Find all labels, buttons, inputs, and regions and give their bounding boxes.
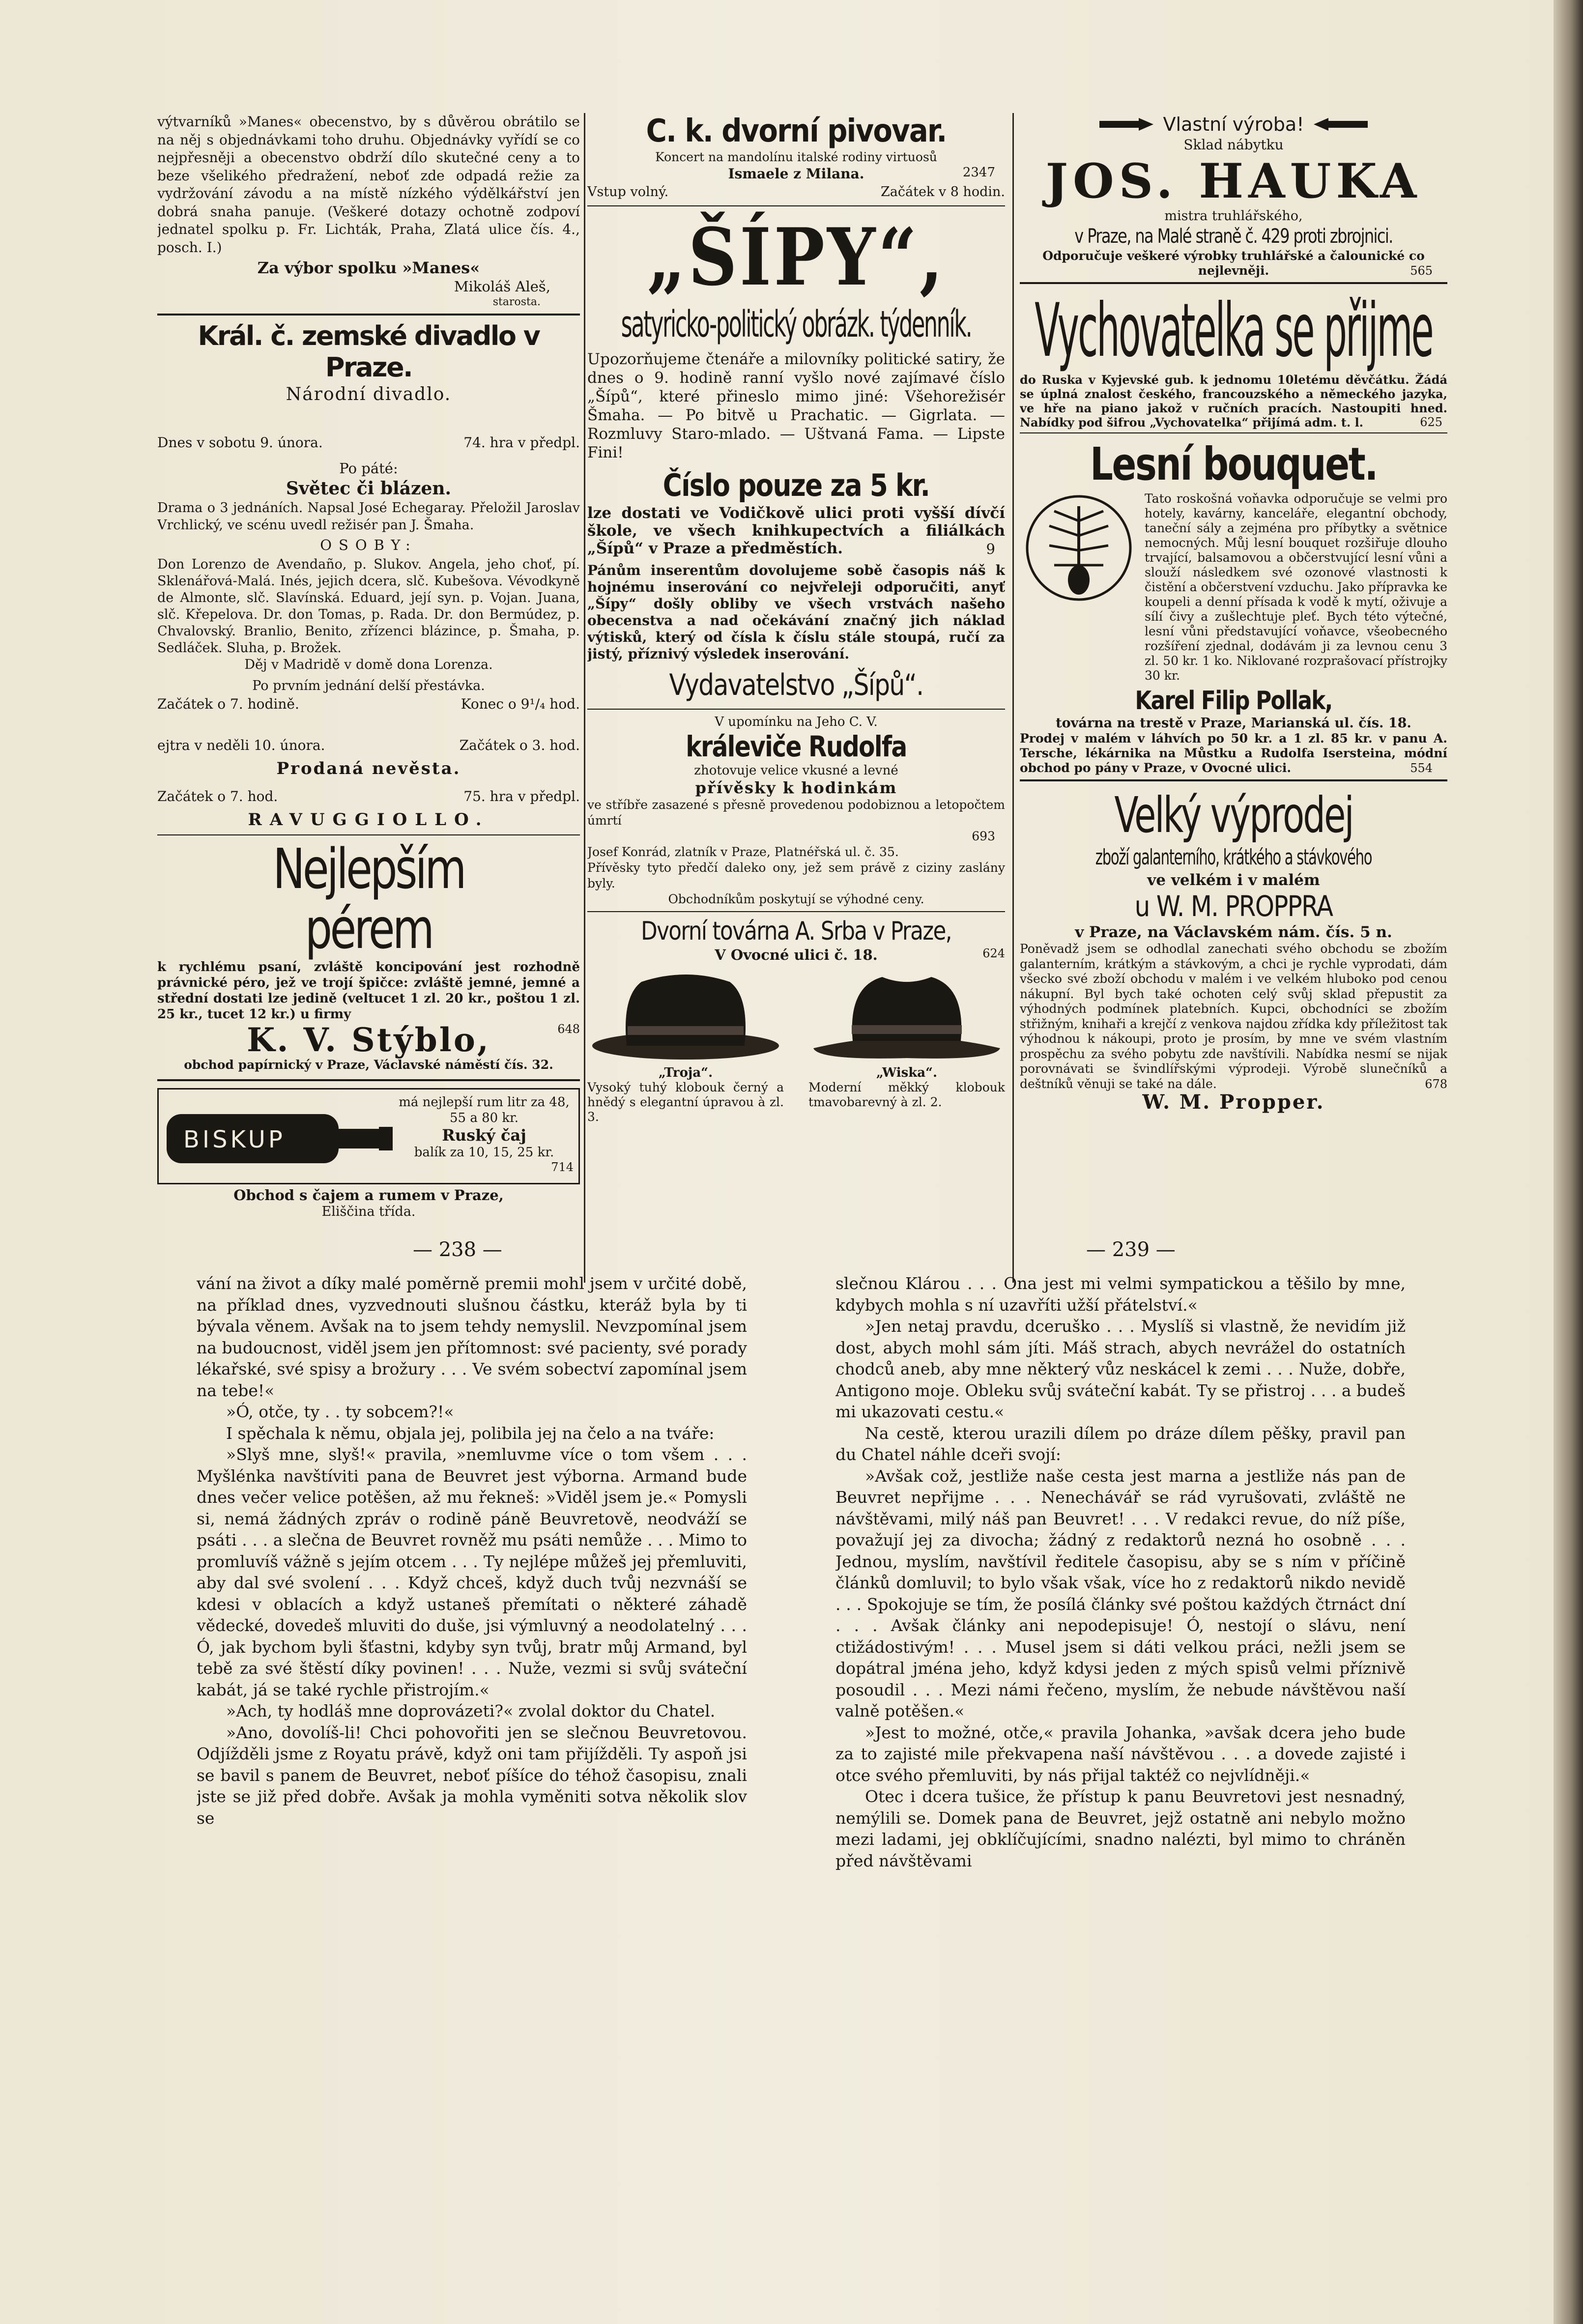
governess-text: do Ruska v Kyjevské gub. k jednomu 10letému děvčátku. Žádá se úplná znalost českého, francouzského a německého jazyka, ve hře na piano jakož v ručních pracích. Nastoupiti hned. Nabídky pod šifrou „Vychovatelka“ přijímá adm. t. l. — [1020, 373, 1447, 430]
story-paragraph: »Ach, ty hodláš mne doprovázeti?« zvolal doktor du Chatel. — [226, 1701, 716, 1721]
pen-ad-text: k rychlému psaní, zvláště koncipování jest rozhodně právnické péro, jež ve trojí špičce: zvláště jemné, jemné a střední dostati lze jedině (veltucet 1 zl. 20 kr., poštou 1 zl. 25 kr., tucet 12 kr.) u firmy — [157, 960, 580, 1022]
hat-illustrations — [587, 967, 1005, 1124]
rudolf-text-1: zhotovuje velice vkusné a levné — [694, 763, 898, 778]
pen-firm-block — [157, 1022, 580, 1058]
subscription-number: 74. hra v předpl. — [463, 434, 580, 451]
sale-signature: W. M. Propper. — [1142, 1090, 1325, 1114]
divider — [1020, 432, 1447, 433]
next-day-row — [157, 736, 580, 755]
theatre-subtitle: Národní divadlo. — [286, 384, 452, 404]
next-date: ejtra v neděli 10. února. — [157, 737, 325, 753]
story-paragraph: »Ó, otče, ty . . ty sobcem?!« — [226, 1402, 454, 1421]
sale-number: 678 — [1425, 1077, 1447, 1091]
evening-row — [157, 787, 580, 806]
story-paragraph: I spěchala k němu, objala jej, polibila jej na čelo a na tváře: — [226, 1423, 715, 1443]
pollak-number: 554 — [1410, 761, 1433, 775]
bouquet-text-lead: Tato roskošná voňavka odporučuje se velmi pro hotely, kavárny, kanceláře, elegantní obchody, taneční sály a zejména pro příbytky a světnice nemocných. Můj lesní bouquet rozšiřuje dlouho trvající, balsamovou a občerstvující lesní vůni a slouží následkem své ozonové vlastnosti k čistění a občerstvení vzduchu. Jako přípravka ke koupeli a denní přísada k vodě k mytí, oživuje a sílí čivy a zušlechtuje pleť. Bych této výtečné, lesní vůni představující voňavce, všeobecného rozšíření zjednal, dodávám ji za levnou cenu 3 zl. 50 kr. 1 ko. Niklované rozprašovací přístrojky 30 kr. — [1145, 491, 1447, 683]
column-rule — [1012, 113, 1014, 1283]
theatre-title: Král. č. zemské divadlo v Praze. — [198, 320, 540, 383]
hat-troja-text: Vysoký tuhý klobouk černý a hnědý s elegantní úpravou à zl. 3. — [587, 1080, 784, 1124]
pen-ad-title: Nejlepším pérem — [273, 837, 464, 961]
bottle-icon — [164, 1094, 395, 1178]
page-number-right: — 239 — — [1086, 1238, 1176, 1261]
sipy-subtitle: satyricko-politický obrázk. týdenník. — [621, 303, 972, 345]
page-edge — [1554, 0, 1583, 2324]
rudolf-number: 693 — [972, 829, 995, 843]
brewery-concert: Koncert na mandolínu italské rodiny virtuosů — [655, 150, 937, 164]
tea-price: balík za 10, 15, 25 kr. — [414, 1145, 554, 1160]
story-paragraph: »Slyš mne, slyš!« pravila, »nemluvme více o tom všem . . . Myšlénka navštíviti pana de Beuvret jest výborna. Armand bude dnes večer velice potěšen, až mu řekneš: »Viděl jsem je.« Pomysli si, nemá žádných zpráv o rodině páně Beuvretově, neodváží se psáti . . . a slečna de Beuvret rovněž mu psáti nemůže . . . Mimo to promluvíš vážně s jejím otcem . . . Ty nejlépe můžeš jej přemluviti, aby dal své svolení . . . Když chceš, když duch tvůj nezvnáší se kdesi v oblacích a když ustaneš přemítati o některé záhadě vědecké, dovedeš mluviti do duše, jsi výmluvný a neodolatelný . . . Ó, jak bychom byli šťastni, kdyby syn tvůj, bratr můj Armand, byl tebě za své štěstí díky povinen! . . . Nuže, vezmi si svůj sváteční kabát, já se také rychle přistrojím.« — [197, 1445, 747, 1699]
divider — [1020, 282, 1447, 284]
scene-note: Děj v Madridě v domě dona Lorenza. — [244, 657, 493, 672]
play-title: Světec či blázen. — [286, 478, 452, 499]
hauka-name: JOS. HAUKA — [1045, 153, 1422, 209]
evening-start: Začátek o 7. hod. — [157, 788, 278, 804]
sale-text: Poněvadž jsem se odhodlal zanechati svého obchodu se zbožím galanterním, krátkým a stávkovým, a chci je rychle vyprodati, dám všecko své zboží obchodu v malém i ve velkém hluboko pod cenou nákupní. Byl bych také ochoten celý svůj sklad přepustit za výhodných podmínek platebních. Kupci, obchodníci se zbožím střižným, knihaři a krejčí z venkova najdou zřídka kdy příležitost tak výhodnou k nákoupi, proto je prosím, by mne ve svém vlastním prospěchu za svého pobytu zde navštívili. Nabídka nesmí se nijak porovnávati se švindlířskými výprodeji. Výrobě slunečníků a deštníků věnuji se také na dále. — [1020, 942, 1447, 1091]
pollak-sale: Prodej v malém v láhvích po 50 kr. a 1 zl. 85 kr. v panu A. Tersche, lékárnika na Můstku a Rudolfa Isersteina, módní obchod po pány v Praze, v Ovocné ulici. — [1020, 731, 1447, 775]
manes-notice: výtvarníků »Manes« obecenstvo, by s důvěrou obrátilo se na něj s objednávkami toho druhu. Objednávky vyřídí se co nejpřesněji a obecenstvo obdrží dílo skutečné ceny a to beze všelikého předražení, neboť zde odpadá režie za vydržování závodu a na místě nízkého výdělkářství jen dobrá snaha panuje. (Veškeré dotazy ochotně zodpoví jednatel spolku p. Fr. Lichták, Praha, Zlatá ulice čís. 4., posch. I.) — [157, 114, 580, 256]
bottle-label: BISKUP — [183, 1126, 286, 1153]
story-paragraph: »Jen netaj pravdu, dceruško . . . Myslíš si vlastně, že nevidím již dost, abych mohl sám jíti. Máš strach, abych nevrážel do ostatních chodců aneb, aby mne některý vůz neskácel k zemi . . . Nuže, dobře, Antigono moje. Obleku svůj sváteční kabát. Ty se přistroj . . . a budeš mi ukazovati cestu.« — [835, 1317, 1406, 1421]
performance-date: Dnes v sobotu 9. února. — [157, 434, 323, 451]
manes-name: Mikoláš Aleš, — [454, 278, 550, 295]
column-rule — [584, 113, 585, 1283]
pointing-hand-icon — [1099, 116, 1153, 133]
rum-tea-text — [395, 1094, 574, 1178]
top-hat-icon — [587, 967, 784, 1065]
furniture-store: Sklad nábytku — [1183, 137, 1284, 153]
evening-subscription: 75. hra v předpl. — [463, 788, 580, 804]
pollak-address: továrna na trestě v Praze, Marianská ul. čís. 18. — [1056, 716, 1411, 731]
bouquet-ad — [1020, 491, 1447, 683]
hat-factory-address: V Ovocné ulici č. 18. — [715, 947, 878, 963]
brewery-name-row — [587, 165, 1005, 183]
cast-list: Don Lorenzo de Avendaño, p. Slukov. Angela, jeho choť, pí. Sklenářová-Malá. Inés, jejich dcera, slč. Kubešova. Vévodkyně de Almonte, slč. Slavínská. Eduard, její syn. p. Vojan. Juana, slč. Křepelova. Dr. don Tomas, p. Rada. Dr. don Bermúdez, p. Chvalovský. Branlio, Benito, zřízenci blázince, p. Šmaha, p. Sedláček. Sluha, p. Brožek. — [157, 557, 580, 656]
pollak-name: Karel Filip Pollak, — [1135, 686, 1332, 716]
sale-subtitle: zboží galanterního, krátkého a stávkového — [1095, 845, 1372, 870]
hat-wiska — [808, 967, 1005, 1124]
hauka-address: v Praze, na Malé straně č. 429 proti zbrojnici. — [1074, 225, 1393, 248]
column-right — [1020, 113, 1447, 1283]
story-paragraph: »Avšak což, jestliže naše cesta jest marna a jestliže nás pan de Beuvret nepřijme . . . Nenechávář se rád vyrušovati, zvláště ne návštěvami, milý náš pan Beuvret! . . . V redakci revue, do níž píše, považují jej za divocha; žádný z redaktorů nezná ho osobně . . . Jednou, myslím, navštívil ředitele časopisu, aby se s ním v příčině článků domluvil; to bylo však však, více ho z redaktorů nikdo nevidě . . . Spokojuje se tím, že posílá články své poštou každých čtrnáct dní . . . Avšak články ani nepodepisuje! Ó, nestojí o slávu, není ctižádostivým! . . . Musel jsem si dáti velkou práci, nežli jsem se dopátral jména jeho, když kdysi jeden z mých spisů velmi příznivě posoudil . . . Mezi námi řečeno, myslím, že nebude návštěvou naší valně potěšen.« — [835, 1466, 1406, 1721]
play-two-title: Prodaná nevěsta. — [276, 759, 461, 778]
story-left — [197, 1273, 747, 2315]
tea-ad-number: 714 — [551, 1160, 574, 1174]
brewery-title: C. k. dvorní pivovar. — [646, 113, 947, 149]
hat-address-row — [587, 947, 1005, 963]
publisher: Vydavatelstvo „Šípů“. — [669, 668, 923, 702]
sale-address: v Praze, na Václavském nám. čís. 5 n. — [1075, 923, 1392, 941]
story-paragraph: Otec i dcera tušice, že přístup k panu Beuvretovi jest nesnadný, nemýlili se. Domek pana de Beuvret, jejž ostatně ani nebylo možno mezi ladami, jej obklíčujícími, snadno nalézti, byl mimo to chráněn před návštěvami — [835, 1787, 1406, 1870]
manes-signature: Za výbor spolku »Manes« — [257, 258, 480, 277]
hat-troja-name: „Troja“. — [658, 1065, 713, 1080]
hat-ad-number: 624 — [982, 947, 1005, 960]
play-description: Drama o 3 jednáních. Napsal José Echegaray. Přeložil Jaroslav Vrchlický, ve scénu uvedl režisér pan J. Šmaha. — [157, 500, 580, 533]
pen-ad-number: 648 — [557, 1022, 580, 1036]
sipy-announcement: Upozorňujeme čtenáře a milovníky politické satiry, že dnes o 9. hodině ranní vyšlo nové zajímavé číslo „Šípů“, které přineslo mimo jiné: Všehorežisér Šmaha. — Po bitvě u Prachatic. — Gigrlata. — Rozmluvy Staro-mlado. — Uštvaná Fama. — Lipste Fini! — [587, 350, 1005, 461]
price-number: 9 — [986, 541, 995, 557]
rudolf-text-5: Přívěsky tyto předčí daleko ony, jež sem právě z ciziny zaslány byly. — [587, 861, 1005, 890]
rudolf-title: králeviče Rudolfa — [686, 730, 907, 763]
hauka-role: mistra truhlářského, — [1164, 208, 1303, 224]
inserent-notice: Pánům inserentům dovolujeme sobě časopis náš k hojnému inserování co nejvřeleji odporučiti, anyť „Šípy“ došly obliby ve všech vrstvách našeho obecenstva a nad očekávání značný jich náklad výtisků, který od čísla k číslu stále stoupá, ručí za jistý, příznivý výsledek inserování. — [587, 562, 1005, 662]
tea-shop: Obchod s čajem a rumem v Praze, — [233, 1187, 504, 1204]
manes-role: starosta. — [492, 296, 541, 308]
performance-row — [157, 433, 580, 452]
column-left — [157, 113, 580, 1283]
repeat-note: Po páté: — [339, 460, 398, 477]
story-right — [835, 1273, 1406, 2315]
start-time: Začátek o 7. hodině. — [157, 696, 299, 712]
story-paragraph: Na cestě, kterou urazili dílem po dráze dílem pěšky, pravil pan du Chatel náhle dceři svojí: — [835, 1423, 1406, 1464]
hauka-number: 565 — [1410, 264, 1433, 278]
price-text: lze dostati ve Vodičkově ulici proti vyšší dívčí škole, ve všech knihkupectvích a filiálkách „Šípů“ v Praze a předměstích. — [587, 504, 1005, 557]
brewery-start: Začátek v 8 hodin. — [881, 184, 1005, 200]
soft-hat-icon — [808, 967, 1005, 1065]
rudolf-memorial: V upomínku na Jeho C. V. — [715, 715, 878, 729]
pause-note: Po prvním jednání delší přestávka. — [252, 678, 485, 693]
story-paragraph: slečnou Klárou . . . Ona jest mi velmi sympatickou a těšilo by mne, kdybych mohla s ní uzavříti užší přátelství.« — [835, 1274, 1406, 1315]
divider — [157, 1079, 580, 1081]
hat-wiska-name: „Wiska“. — [876, 1065, 938, 1080]
bouquet-title: Lesní bouquet. — [1090, 438, 1378, 490]
page-number-left: — 238 — — [413, 1238, 502, 1261]
end-time: Konec o 9¹/₄ hod. — [461, 696, 580, 712]
rum-tea-ad — [157, 1088, 580, 1184]
brewery-ad-number: 2347 — [962, 165, 995, 180]
divider — [587, 911, 1005, 912]
hat-factory-title: Dvorní továrna A. Srba v Praze, — [641, 917, 951, 946]
story-paragraph: »Ano, dovolíš-li! Chci pohovořiti jen se slečnou Beuvretovou. Odjížděli jsme z Royatu právě, když oni tam přijížděli. Ty aspoň jsi se bavil s panem de Beuvret, neboť píšíce do téhož časopisu, znali jste se již před dobře. Avšak ja mohla vyměniti sotva několik slov se — [197, 1722, 747, 1828]
governess-title: Vychovatelka se přijme — [1035, 288, 1433, 373]
rudolf-text-2: přívěsky k hodinkám — [695, 778, 897, 797]
divider — [157, 834, 580, 835]
sale-line: ve velkém i v malém — [1147, 871, 1320, 889]
divider — [1020, 779, 1447, 781]
bottle-illustration — [164, 1094, 395, 1178]
column-middle — [587, 113, 1005, 1283]
tea-title: Ruský čaj — [442, 1126, 526, 1145]
price-title: Číslo pouze za 5 kr. — [662, 467, 930, 503]
sale-title: Velký výprodej — [1114, 786, 1353, 844]
divider — [587, 709, 1005, 710]
brewery-artist: Ismaele z Milana. — [728, 166, 864, 182]
own-production: Vlastní výroba! — [1163, 114, 1304, 135]
sipy-title: „ŠÍPY“, — [647, 211, 946, 303]
rudolf-text-6: Obchodníkům poskytují se výhodné ceny. — [668, 892, 924, 906]
cast-heading: OSOBY: — [320, 537, 417, 553]
pine-branch-icon — [1020, 491, 1138, 604]
next-start: Začátek o 3. hod. — [459, 737, 580, 753]
hauka-text: Odporučuje veškeré výrobky truhlářské a čalounické co nejlevněji. — [1042, 249, 1425, 278]
hat-wiska-text: Moderní měkký klobouk tmavobarevný à zl. 2. — [808, 1080, 1005, 1109]
divider — [157, 314, 580, 316]
story-paragraph: »Jest to možné, otče,« pravila Johanka, »avšak dcera jeho bude za to zajisté mile překvapena naší návštěvou . . . a dovede zajisté i otce svého přemluviti, by nás přijal taktéž co nejvlídněji.« — [835, 1722, 1406, 1785]
pen-firm-address: obchod papírnický v Praze, Václavské náměstí čís. 32. — [184, 1058, 553, 1072]
governess-number: 625 — [1420, 415, 1442, 429]
pointing-hand-icon — [1314, 116, 1368, 133]
play-three-title: RAVUGGIOLLO. — [248, 810, 489, 830]
divider — [587, 205, 1005, 206]
rudolf-text-3: ve stříbře zasazené s přesně provedenou podobiznou a letopočtem úmrtí — [587, 798, 1005, 828]
brewery-entry-row — [587, 183, 1005, 201]
own-production-row — [1020, 113, 1447, 136]
sale-firm: u W. M. PROPPRA — [1134, 889, 1333, 923]
story-paragraph: vání na život a díky malé poměrně premii mohl jsem v určité době, na příklad dnes, vyzvednouti slušnou částku, kteráž byla by ti bývala věnem. Avšak na to jsem tehdy nemyslil. Nevzpomínal jsem na budoucnost, viděl jsem jen přítomnost: své pacienty, své porady lékařské, své spisy a brožury . . . Ve svém sobectví zapomínal jsem na tebe!« — [197, 1274, 747, 1400]
entry-free: Vstup volný. — [587, 184, 669, 200]
tea-street: Eliščina třída. — [321, 1204, 416, 1219]
time-row — [157, 695, 580, 714]
hat-troja — [587, 967, 784, 1124]
rudolf-text-4: Josef Konrád, zlatník v Praze, Platnéřská ul. č. 35. — [587, 845, 899, 859]
pen-firm: K. V. Stýblo, — [247, 1021, 490, 1059]
rum-price: má nejlepší rum litr za 48, 55 a 80 kr. — [399, 1095, 570, 1125]
